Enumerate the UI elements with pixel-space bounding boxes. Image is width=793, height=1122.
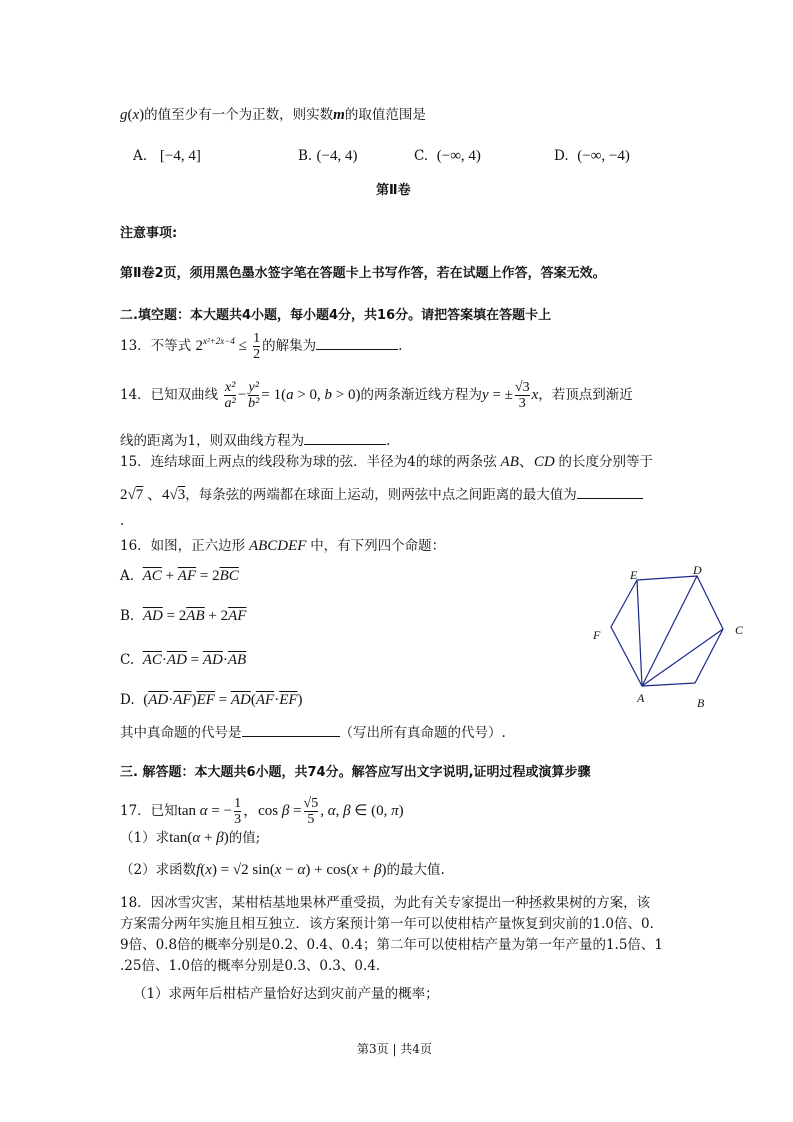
vertex-b-label: B (697, 696, 705, 710)
q16-option-d: D. $(\overline{AD}\cdot\overline{AF})\overline{EF} = \overline{AD}(\overline{AF}\cdot\overline{EF})$ (120, 692, 303, 708)
section3-heading: 三. 解答题：本大题共6小题，共74分。解答应写出文字说明,证明过程或演算步骤 (120, 765, 591, 780)
diagonal-ae (637, 580, 642, 686)
q16-answer-line: 其中真命题的代号是 （写出所有真命题的代号）. (120, 722, 506, 742)
q18-line-2: 方案需分两年实施且相互独立．该方案预计第一年可以使柑桔产量恢复到灾前的1.0倍、0. (120, 916, 654, 932)
q14-line1: 14．已知双曲线 $\frac{\text{x²}}{\text{a²}}$ − $\frac{\text{y²}}{\text{b²}}$ = 1(a > 0, b > 0)的两条渐近线方程为y = ± $\frac{√3}{3}$ x，若顶点到渐近 (120, 380, 633, 411)
q12-stem: g(x)的值至少有一个为正数，则实数m的取值范围是 (120, 107, 426, 123)
page-footer: 第3页 | 共4页 (357, 1042, 432, 1056)
q17-part2: （2）求函数f(x) = √2 sin(x − α) + cos(x + β)的最大值. (120, 862, 445, 878)
q17-part1: （1）求tan(α + β)的值; (120, 830, 261, 846)
q14-line2: 线的距离为1，则双曲线方程为 . (120, 430, 390, 450)
q16-stem: 16．如图，正六边形 ABCDEF 中，有下列四个命题： (120, 538, 446, 554)
vertex-f-label: F (593, 628, 601, 642)
vertex-d-label: D (693, 563, 702, 577)
q12-option-a: A. [−4, 4] (133, 148, 201, 164)
q18-line-1: 18．因冰雪灾害，某柑桔基地果林严重受损，为此有关专家提出一种拯救果树的方案，该 (120, 895, 651, 911)
q16-option-a: A. $\overline{AC} + \overline{AF} = 2\overline{BC}$ (120, 568, 239, 584)
q16-option-c: C. $\overline{AC}\cdot\overline{AD} = \overline{AD}\cdot\overline{AB}$ (120, 652, 247, 668)
q15-line1: 15．连结球面上两点的线段称为球的弦．半径为4的球的两条弦 AB、CD 的长度分别等于 (120, 454, 653, 470)
q15-period: . (120, 513, 125, 529)
q13: 13．不等式 $2^{x^2+2x-4}$ ≤ $\frac{1}{2}$ 的解集为 . (120, 331, 403, 362)
q18-part1: （1）求两年后柑桔产量恰好达到灾前产量的概率； (133, 986, 439, 1002)
vertex-e-label: E (630, 568, 638, 582)
vertex-a-label: A (637, 691, 645, 705)
vertex-c-label: C (735, 623, 744, 637)
q17-stem: 17．已知tan α = − $\frac{1}{3}$ ，cos β = $\frac{√5}{5}$ , α, β ∈ (0, π) (120, 796, 404, 827)
q15-line2: 2√7 、4√3，每条弦的两端都在球面上运动，则两弦中点之间距离的最大值为 (120, 484, 643, 504)
q18-line-4: .25倍、1.0倍的概率分别是0.3、0.3、0.4. (120, 958, 381, 974)
q12-option-b: B. (−4, 4) (298, 148, 358, 164)
q12-option-c: C. (−∞, 4) (414, 148, 481, 164)
q18-line-3: 9倍、0.8倍的概率分别是0.2、0.4、0.4；第二年可以使柑桔产量为第一年产量的1.5倍、1 (120, 937, 664, 953)
notes-heading: 注意事项: (120, 226, 178, 241)
hexagon-outline (611, 576, 723, 686)
part2-title: 第Ⅱ卷 (376, 183, 411, 198)
q12-option-d: D. (−∞, −4) (554, 148, 630, 164)
diagonal-ad (642, 576, 697, 686)
section2-heading: 二.填空题：本大题共4小题，每小题4分，共16分。请把答案填在答题卡上 (120, 308, 552, 323)
q16-option-b: B. $\overline{AD} = 2\overline{AB} + 2\overline{AF}$ (120, 608, 247, 624)
diagonal-ac (642, 629, 723, 686)
notes-text: 第Ⅱ卷2页，须用黑色墨水签字笔在答题卡上书写作答，若在试题上作答，答案无效。 (120, 266, 606, 281)
hexagon-figure (585, 562, 755, 712)
